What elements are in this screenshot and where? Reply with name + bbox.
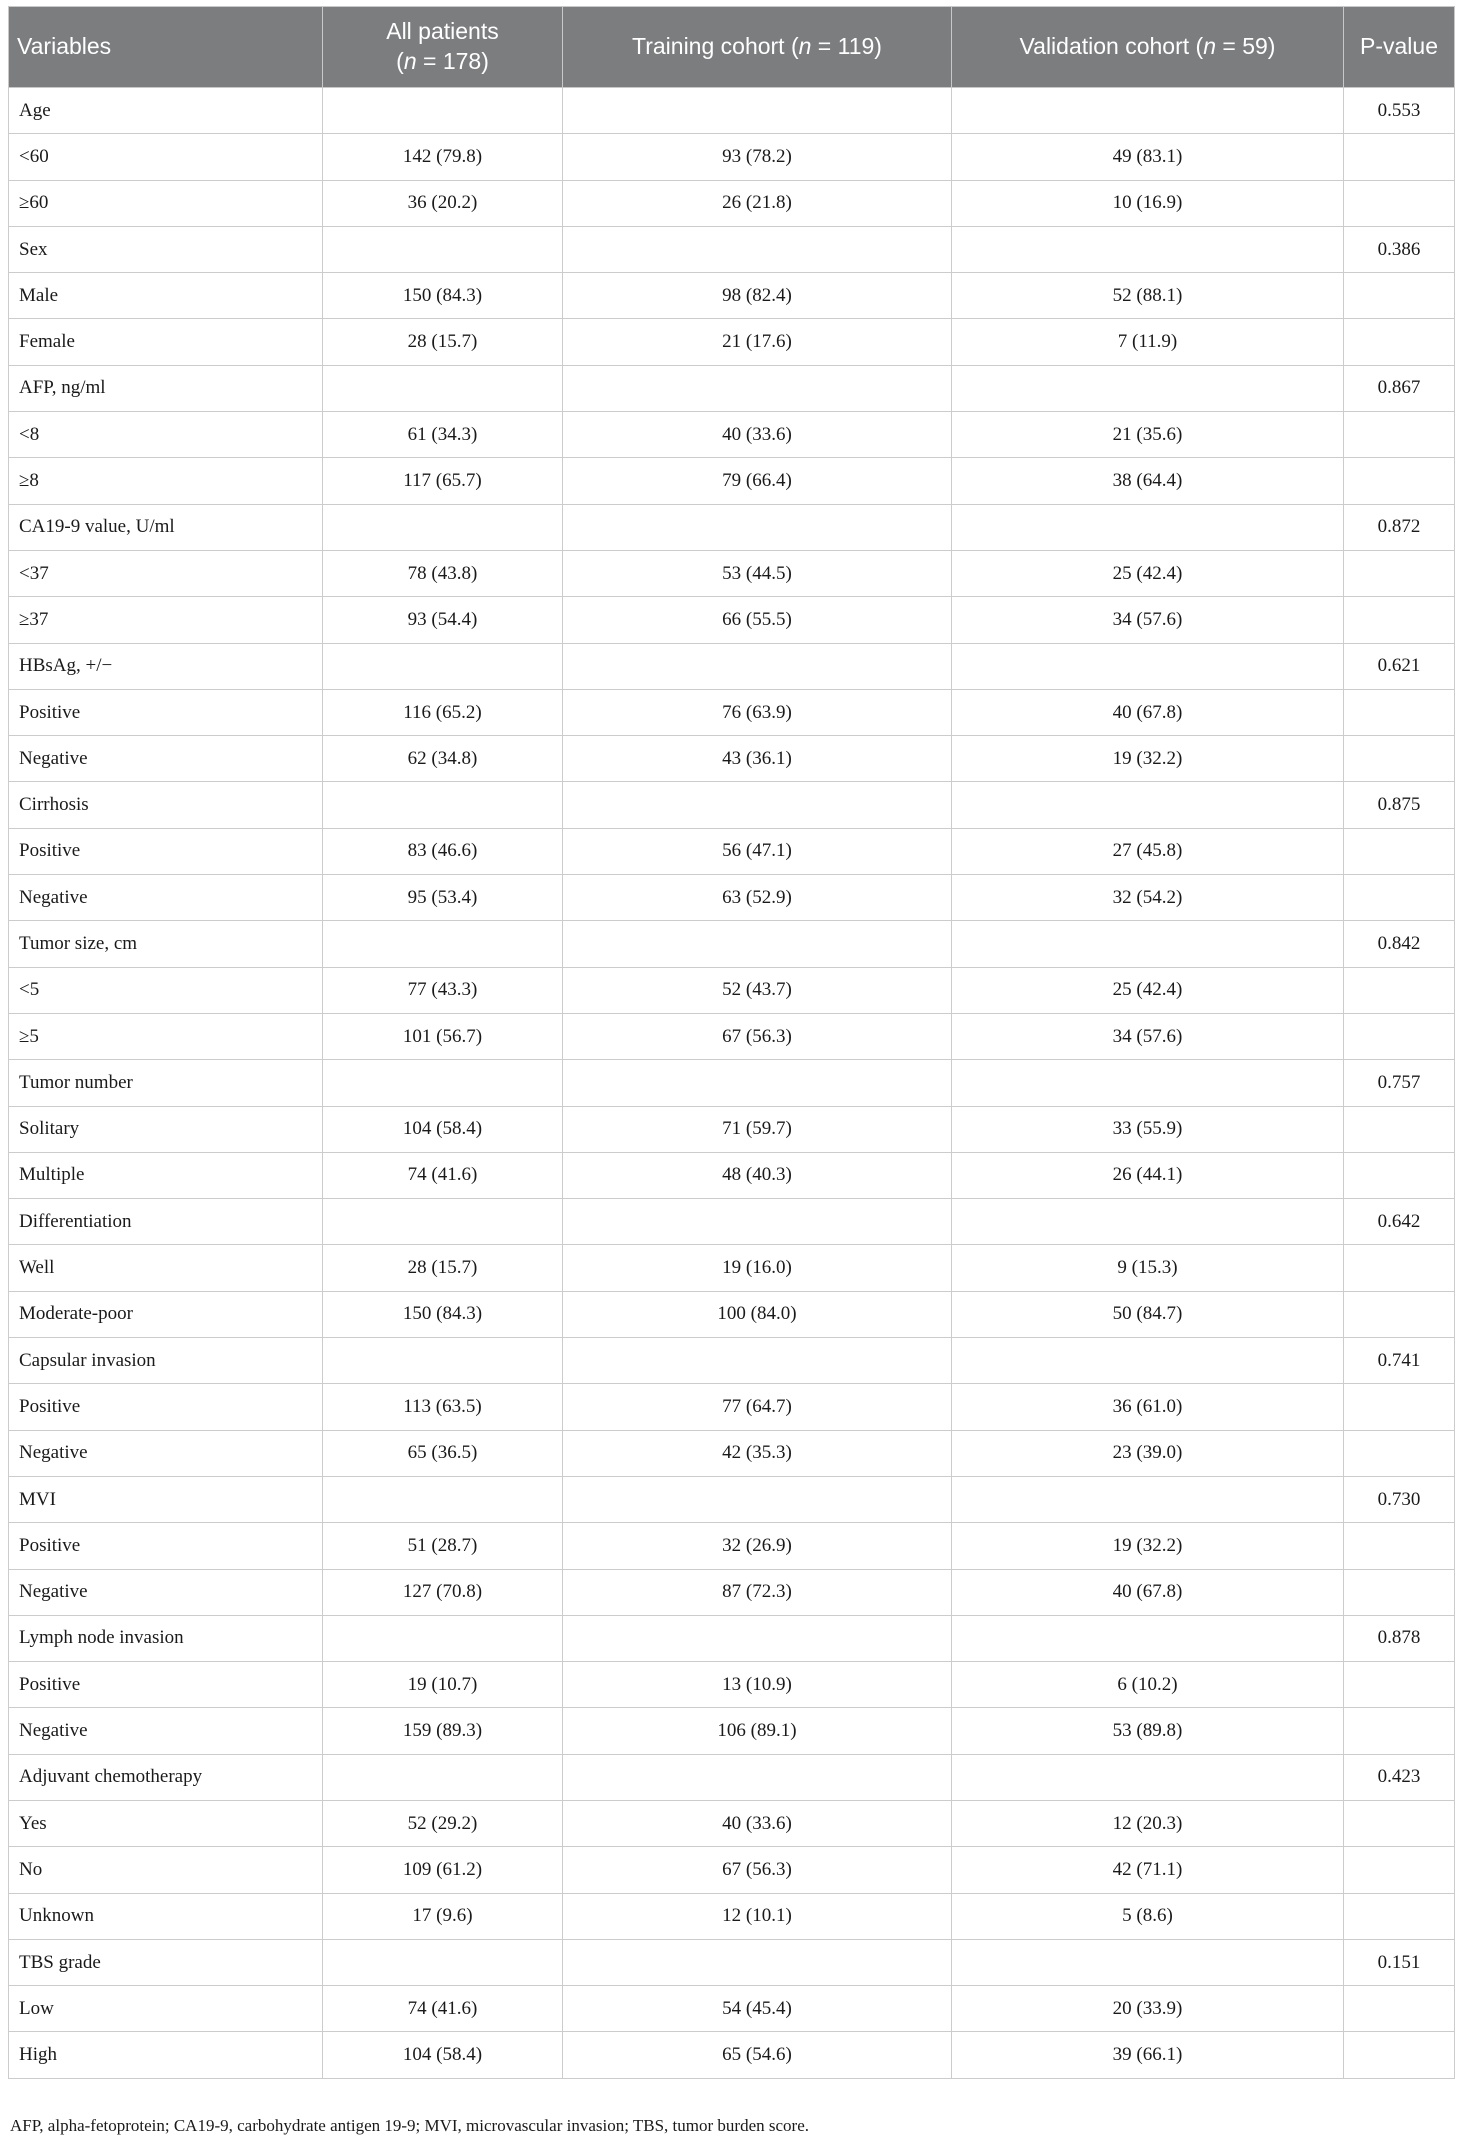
validation-cohort-cell	[952, 643, 1344, 689]
table-row	[9, 1384, 1455, 1430]
validation-cohort-cell	[952, 1939, 1344, 1985]
validation-cohort-cell	[952, 921, 1344, 967]
variable-cell: Positive	[9, 828, 323, 874]
header-all-patients-n: n	[403, 48, 417, 74]
validation-cohort-cell: 40 (67.8)	[952, 1569, 1344, 1615]
training-cohort-cell	[563, 1338, 952, 1384]
all-patients-cell: 51 (28.7)	[323, 1523, 563, 1569]
validation-cohort-cell: 9 (15.3)	[952, 1245, 1344, 1291]
table-row	[9, 1430, 1455, 1476]
p-value-cell	[1344, 828, 1455, 874]
all-patients-cell: 93 (54.4)	[323, 597, 563, 643]
table-row	[9, 1893, 1455, 1939]
all-patients-cell: 150 (84.3)	[323, 273, 563, 319]
training-cohort-cell: 32 (26.9)	[563, 1523, 952, 1569]
table-row	[9, 1013, 1455, 1059]
validation-cohort-cell	[952, 1199, 1344, 1245]
p-value-cell	[1344, 1893, 1455, 1939]
variable-cell: Sex	[9, 226, 323, 272]
table-row	[9, 1847, 1455, 1893]
validation-cohort-cell: 34 (57.6)	[952, 597, 1344, 643]
all-patients-cell	[323, 226, 563, 272]
validation-cohort-cell: 10 (16.9)	[952, 180, 1344, 226]
validation-cohort-cell	[952, 1615, 1344, 1661]
table-row	[9, 550, 1455, 596]
all-patients-cell: 52 (29.2)	[323, 1800, 563, 1846]
table-group-row	[9, 1199, 1455, 1245]
table-row	[9, 828, 1455, 874]
table-row	[9, 2032, 1455, 2078]
p-value-cell: 0.621	[1344, 643, 1455, 689]
training-cohort-cell	[563, 1754, 952, 1800]
table-row	[9, 1986, 1455, 2032]
table-container	[8, 6, 1454, 2079]
header-all-patients-paren: (	[396, 48, 404, 74]
all-patients-cell: 78 (43.8)	[323, 550, 563, 596]
training-cohort-cell: 65 (54.6)	[563, 2032, 952, 2078]
all-patients-cell	[323, 1060, 563, 1106]
p-value-cell	[1344, 597, 1455, 643]
table-group-row	[9, 643, 1455, 689]
all-patients-cell: 65 (36.5)	[323, 1430, 563, 1476]
validation-cohort-cell	[952, 782, 1344, 828]
validation-cohort-cell: 21 (35.6)	[952, 412, 1344, 458]
all-patients-cell: 101 (56.7)	[323, 1013, 563, 1059]
variable-cell: Negative	[9, 875, 323, 921]
variable-cell: Male	[9, 273, 323, 319]
training-cohort-cell: 53 (44.5)	[563, 550, 952, 596]
all-patients-cell: 74 (41.6)	[323, 1986, 563, 2032]
validation-cohort-cell: 40 (67.8)	[952, 689, 1344, 735]
training-cohort-cell: 98 (82.4)	[563, 273, 952, 319]
validation-cohort-cell: 23 (39.0)	[952, 1430, 1344, 1476]
all-patients-cell	[323, 1338, 563, 1384]
p-value-cell: 0.730	[1344, 1476, 1455, 1522]
table-row	[9, 1245, 1455, 1291]
variable-cell: Lymph node invasion	[9, 1615, 323, 1661]
header-all-patients	[323, 7, 563, 88]
p-value-cell	[1344, 134, 1455, 180]
training-cohort-cell: 19 (16.0)	[563, 1245, 952, 1291]
variable-cell: Adjuvant chemotherapy	[9, 1754, 323, 1800]
variable-cell: ≥60	[9, 180, 323, 226]
training-cohort-cell: 42 (35.3)	[563, 1430, 952, 1476]
training-cohort-cell: 93 (78.2)	[563, 134, 952, 180]
training-cohort-cell: 43 (36.1)	[563, 736, 952, 782]
training-cohort-cell: 52 (43.7)	[563, 967, 952, 1013]
table-group-row	[9, 1060, 1455, 1106]
variable-cell: HBsAg, +/−	[9, 643, 323, 689]
training-cohort-cell: 66 (55.5)	[563, 597, 952, 643]
all-patients-cell: 77 (43.3)	[323, 967, 563, 1013]
p-value-cell: 0.642	[1344, 1199, 1455, 1245]
table-group-row	[9, 88, 1455, 134]
p-value-cell	[1344, 875, 1455, 921]
p-value-cell	[1344, 1523, 1455, 1569]
table-group-row	[9, 921, 1455, 967]
p-value-cell	[1344, 1986, 1455, 2032]
header-training-label: Training cohort (	[632, 33, 799, 60]
validation-cohort-cell: 5 (8.6)	[952, 1893, 1344, 1939]
header-p-value-label: P-value	[1360, 33, 1438, 60]
validation-cohort-cell	[952, 504, 1344, 550]
variable-cell: Tumor size, cm	[9, 921, 323, 967]
training-cohort-cell: 13 (10.9)	[563, 1662, 952, 1708]
validation-cohort-cell: 19 (32.2)	[952, 736, 1344, 782]
validation-cohort-cell: 7 (11.9)	[952, 319, 1344, 365]
p-value-cell: 0.423	[1344, 1754, 1455, 1800]
validation-cohort-cell: 53 (89.8)	[952, 1708, 1344, 1754]
training-cohort-cell: 63 (52.9)	[563, 875, 952, 921]
table-row	[9, 180, 1455, 226]
p-value-cell	[1344, 273, 1455, 319]
table-row	[9, 319, 1455, 365]
p-value-cell	[1344, 736, 1455, 782]
all-patients-cell	[323, 504, 563, 550]
p-value-cell	[1344, 180, 1455, 226]
validation-cohort-cell: 52 (88.1)	[952, 273, 1344, 319]
all-patients-cell	[323, 643, 563, 689]
validation-cohort-cell: 27 (45.8)	[952, 828, 1344, 874]
variable-cell: Negative	[9, 736, 323, 782]
all-patients-cell: 116 (65.2)	[323, 689, 563, 735]
all-patients-cell: 104 (58.4)	[323, 2032, 563, 2078]
table-group-row	[9, 504, 1455, 550]
variable-cell: Well	[9, 1245, 323, 1291]
validation-cohort-cell: 25 (42.4)	[952, 967, 1344, 1013]
p-value-cell	[1344, 1013, 1455, 1059]
variable-cell: <37	[9, 550, 323, 596]
table-group-row	[9, 1615, 1455, 1661]
p-value-cell: 0.386	[1344, 226, 1455, 272]
training-cohort-cell	[563, 643, 952, 689]
validation-cohort-cell: 34 (57.6)	[952, 1013, 1344, 1059]
training-cohort-cell	[563, 921, 952, 967]
p-value-cell	[1344, 1152, 1455, 1198]
all-patients-cell: 19 (10.7)	[323, 1662, 563, 1708]
validation-cohort-cell	[952, 226, 1344, 272]
table-group-row	[9, 782, 1455, 828]
validation-cohort-cell	[952, 1754, 1344, 1800]
training-cohort-cell	[563, 1476, 952, 1522]
validation-cohort-cell: 33 (55.9)	[952, 1106, 1344, 1152]
all-patients-cell: 95 (53.4)	[323, 875, 563, 921]
p-value-cell	[1344, 1430, 1455, 1476]
all-patients-cell: 28 (15.7)	[323, 319, 563, 365]
training-cohort-cell: 54 (45.4)	[563, 1986, 952, 2032]
p-value-cell: 0.867	[1344, 365, 1455, 411]
all-patients-cell: 109 (61.2)	[323, 1847, 563, 1893]
training-cohort-cell: 77 (64.7)	[563, 1384, 952, 1430]
all-patients-cell: 113 (63.5)	[323, 1384, 563, 1430]
all-patients-cell	[323, 1754, 563, 1800]
p-value-cell: 0.757	[1344, 1060, 1455, 1106]
table-row	[9, 736, 1455, 782]
variable-cell: <60	[9, 134, 323, 180]
training-cohort-cell: 48 (40.3)	[563, 1152, 952, 1198]
all-patients-cell	[323, 782, 563, 828]
training-cohort-cell	[563, 1060, 952, 1106]
p-value-cell	[1344, 1291, 1455, 1337]
p-value-cell	[1344, 967, 1455, 1013]
variable-cell: Low	[9, 1986, 323, 2032]
training-cohort-cell	[563, 504, 952, 550]
header-variables-label: Variables	[17, 33, 112, 60]
variable-cell: Multiple	[9, 1152, 323, 1198]
p-value-cell	[1344, 1569, 1455, 1615]
p-value-cell	[1344, 1708, 1455, 1754]
all-patients-cell	[323, 1939, 563, 1985]
all-patients-cell: 17 (9.6)	[323, 1893, 563, 1939]
validation-cohort-cell: 42 (71.1)	[952, 1847, 1344, 1893]
p-value-cell: 0.842	[1344, 921, 1455, 967]
table-body	[9, 88, 1455, 2079]
validation-cohort-cell: 26 (44.1)	[952, 1152, 1344, 1198]
table-header	[9, 7, 1455, 88]
variable-cell: CA19-9 value, U/ml	[9, 504, 323, 550]
table-row	[9, 1291, 1455, 1337]
variable-cell: High	[9, 2032, 323, 2078]
header-training-count: = 119)	[811, 33, 882, 60]
p-value-cell	[1344, 1384, 1455, 1430]
p-value-cell	[1344, 2032, 1455, 2078]
all-patients-cell: 36 (20.2)	[323, 180, 563, 226]
all-patients-cell: 127 (70.8)	[323, 1569, 563, 1615]
validation-cohort-cell: 20 (33.9)	[952, 1986, 1344, 2032]
training-cohort-cell: 71 (59.7)	[563, 1106, 952, 1152]
table-footnote: AFP, alpha-fetoprotein; CA19-9, carbohydrate antigen 19-9; MVI, microvascular invasion; TBS, tumor burden score.	[10, 2116, 809, 2135]
validation-cohort-cell: 25 (42.4)	[952, 550, 1344, 596]
table-row	[9, 1662, 1455, 1708]
training-cohort-cell: 40 (33.6)	[563, 1800, 952, 1846]
validation-cohort-cell: 36 (61.0)	[952, 1384, 1344, 1430]
training-cohort-cell: 100 (84.0)	[563, 1291, 952, 1337]
p-value-cell: 0.872	[1344, 504, 1455, 550]
variable-cell: Age	[9, 88, 323, 134]
validation-cohort-cell: 32 (54.2)	[952, 875, 1344, 921]
table-group-row	[9, 1476, 1455, 1522]
validation-cohort-cell	[952, 1060, 1344, 1106]
p-value-cell	[1344, 1106, 1455, 1152]
table-row	[9, 1800, 1455, 1846]
all-patients-cell: 117 (65.7)	[323, 458, 563, 504]
patient-characteristics-table	[8, 6, 1455, 2079]
variable-cell: <5	[9, 967, 323, 1013]
training-cohort-cell: 21 (17.6)	[563, 319, 952, 365]
header-all-patients-label: All patients	[386, 18, 499, 45]
training-cohort-cell	[563, 1939, 952, 1985]
table-row	[9, 273, 1455, 319]
table-group-row	[9, 226, 1455, 272]
p-value-cell	[1344, 689, 1455, 735]
header-all-patients-count: = 178)	[416, 48, 489, 74]
table-row	[9, 1523, 1455, 1569]
training-cohort-cell	[563, 365, 952, 411]
header-training-cohort	[563, 7, 952, 88]
variable-cell: Positive	[9, 1662, 323, 1708]
header-variables	[9, 7, 323, 88]
all-patients-cell	[323, 88, 563, 134]
variable-cell: Solitary	[9, 1106, 323, 1152]
all-patients-cell: 62 (34.8)	[323, 736, 563, 782]
all-patients-cell	[323, 365, 563, 411]
all-patients-cell: 104 (58.4)	[323, 1106, 563, 1152]
header-p-value	[1344, 7, 1455, 88]
variable-cell: Positive	[9, 689, 323, 735]
variable-cell: MVI	[9, 1476, 323, 1522]
validation-cohort-cell: 38 (64.4)	[952, 458, 1344, 504]
variable-cell: Moderate-poor	[9, 1291, 323, 1337]
training-cohort-cell	[563, 226, 952, 272]
variable-cell: Yes	[9, 1800, 323, 1846]
variable-cell: Negative	[9, 1430, 323, 1476]
p-value-cell: 0.875	[1344, 782, 1455, 828]
training-cohort-cell: 106 (89.1)	[563, 1708, 952, 1754]
all-patients-cell: 159 (89.3)	[323, 1708, 563, 1754]
training-cohort-cell: 12 (10.1)	[563, 1893, 952, 1939]
table-row	[9, 134, 1455, 180]
variable-cell: Capsular invasion	[9, 1338, 323, 1384]
variable-cell: Positive	[9, 1384, 323, 1430]
header-validation-label: Validation cohort (	[1019, 33, 1204, 60]
p-value-cell	[1344, 412, 1455, 458]
p-value-cell: 0.741	[1344, 1338, 1455, 1384]
all-patients-cell	[323, 1199, 563, 1245]
variable-cell: Positive	[9, 1523, 323, 1569]
table-group-row	[9, 1754, 1455, 1800]
all-patients-cell	[323, 1615, 563, 1661]
training-cohort-cell	[563, 1615, 952, 1661]
all-patients-cell	[323, 921, 563, 967]
header-training-n: n	[798, 33, 812, 60]
all-patients-cell: 28 (15.7)	[323, 1245, 563, 1291]
variable-cell: <8	[9, 412, 323, 458]
variable-cell: TBS grade	[9, 1939, 323, 1985]
table-row	[9, 1152, 1455, 1198]
header-validation-count: = 59)	[1216, 33, 1276, 60]
validation-cohort-cell: 6 (10.2)	[952, 1662, 1344, 1708]
variable-cell: Differentiation	[9, 1199, 323, 1245]
variable-cell: ≥37	[9, 597, 323, 643]
header-row	[9, 7, 1455, 88]
table-row	[9, 1106, 1455, 1152]
training-cohort-cell: 87 (72.3)	[563, 1569, 952, 1615]
table-group-row	[9, 1939, 1455, 1985]
header-validation-n: n	[1203, 33, 1216, 60]
table-row	[9, 1708, 1455, 1754]
training-cohort-cell: 79 (66.4)	[563, 458, 952, 504]
training-cohort-cell: 40 (33.6)	[563, 412, 952, 458]
all-patients-cell: 83 (46.6)	[323, 828, 563, 874]
p-value-cell: 0.151	[1344, 1939, 1455, 1985]
variable-cell: No	[9, 1847, 323, 1893]
table-row	[9, 1569, 1455, 1615]
table-row	[9, 458, 1455, 504]
validation-cohort-cell: 50 (84.7)	[952, 1291, 1344, 1337]
p-value-cell	[1344, 1800, 1455, 1846]
validation-cohort-cell: 39 (66.1)	[952, 2032, 1344, 2078]
table-group-row	[9, 365, 1455, 411]
variable-cell: Female	[9, 319, 323, 365]
p-value-cell: 0.878	[1344, 1615, 1455, 1661]
training-cohort-cell: 67 (56.3)	[563, 1013, 952, 1059]
training-cohort-cell: 76 (63.9)	[563, 689, 952, 735]
all-patients-cell: 142 (79.8)	[323, 134, 563, 180]
p-value-cell	[1344, 550, 1455, 596]
validation-cohort-cell: 49 (83.1)	[952, 134, 1344, 180]
training-cohort-cell: 67 (56.3)	[563, 1847, 952, 1893]
variable-cell: Negative	[9, 1708, 323, 1754]
table-row	[9, 412, 1455, 458]
validation-cohort-cell	[952, 365, 1344, 411]
p-value-cell: 0.553	[1344, 88, 1455, 134]
variable-cell: Unknown	[9, 1893, 323, 1939]
table-row	[9, 967, 1455, 1013]
variable-cell: AFP, ng/ml	[9, 365, 323, 411]
p-value-cell	[1344, 1245, 1455, 1291]
training-cohort-cell	[563, 782, 952, 828]
header-validation-cohort	[952, 7, 1344, 88]
variable-cell: Tumor number	[9, 1060, 323, 1106]
table-row	[9, 689, 1455, 735]
variable-cell: ≥8	[9, 458, 323, 504]
p-value-cell	[1344, 458, 1455, 504]
validation-cohort-cell: 19 (32.2)	[952, 1523, 1344, 1569]
table-row	[9, 875, 1455, 921]
variable-cell: Cirrhosis	[9, 782, 323, 828]
variable-cell: Negative	[9, 1569, 323, 1615]
table-row	[9, 597, 1455, 643]
validation-cohort-cell	[952, 88, 1344, 134]
training-cohort-cell	[563, 88, 952, 134]
p-value-cell	[1344, 319, 1455, 365]
variable-cell: ≥5	[9, 1013, 323, 1059]
table-group-row	[9, 1338, 1455, 1384]
training-cohort-cell: 56 (47.1)	[563, 828, 952, 874]
p-value-cell	[1344, 1847, 1455, 1893]
all-patients-cell: 74 (41.6)	[323, 1152, 563, 1198]
all-patients-cell: 150 (84.3)	[323, 1291, 563, 1337]
validation-cohort-cell	[952, 1338, 1344, 1384]
all-patients-cell	[323, 1476, 563, 1522]
validation-cohort-cell: 12 (20.3)	[952, 1800, 1344, 1846]
validation-cohort-cell	[952, 1476, 1344, 1522]
p-value-cell	[1344, 1662, 1455, 1708]
training-cohort-cell: 26 (21.8)	[563, 180, 952, 226]
training-cohort-cell	[563, 1199, 952, 1245]
all-patients-cell: 61 (34.3)	[323, 412, 563, 458]
